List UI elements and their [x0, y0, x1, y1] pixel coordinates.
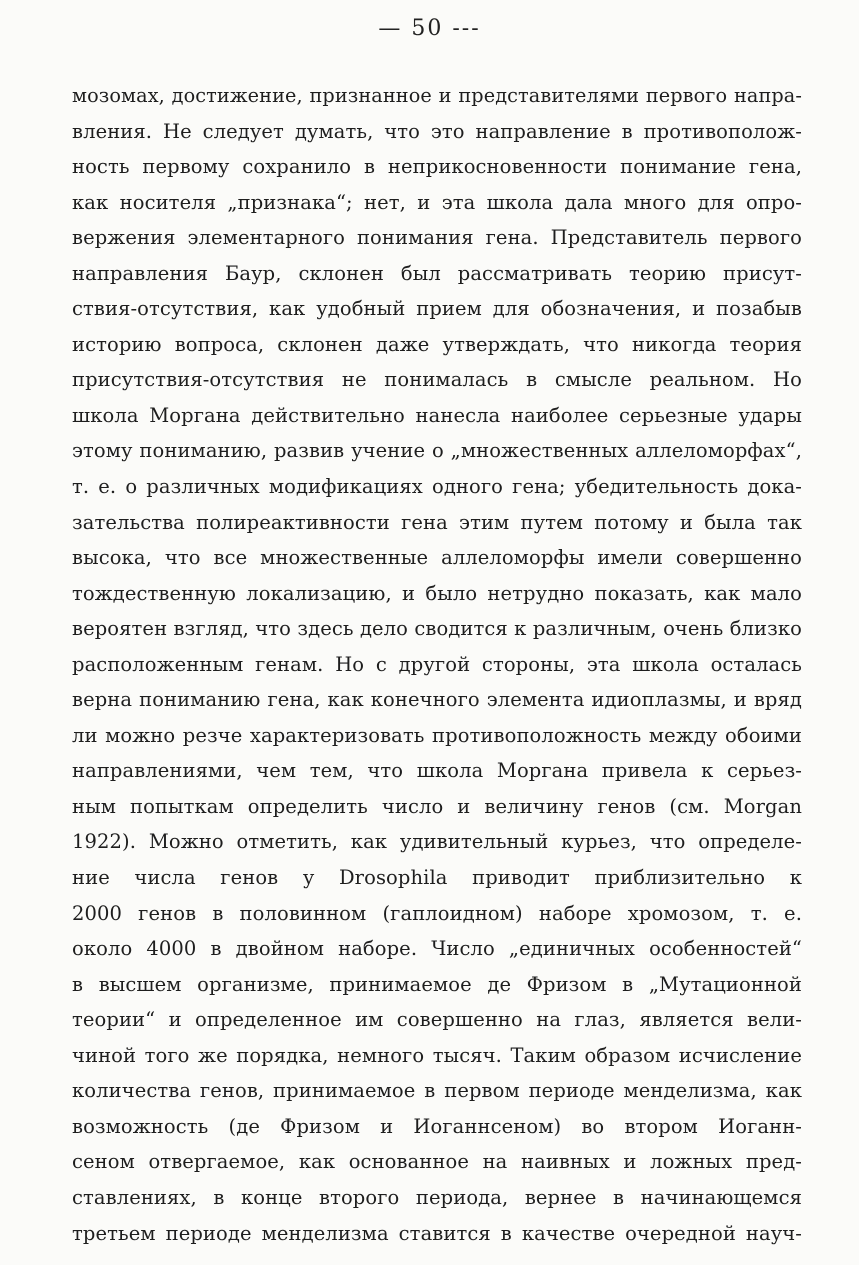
text-line: 2000 генов в половинном (гаплоидном) наборе хромозом, т. е.	[72, 901, 802, 925]
text-line: направления Баур, склонен был рассматривать теорию присут-	[72, 261, 802, 285]
text-line: ность первому сохранило в неприкосновенности понимание гена,	[72, 155, 802, 179]
text-line: третьем периоде менделизма ставится в качестве очередной науч-	[72, 1221, 802, 1245]
text-line: расположенным генам. Но с другой стороны, эта школа осталась	[72, 652, 802, 676]
text-line: 1922). Можно отметить, как удивительный курьез, что определе-	[72, 830, 802, 854]
text-line: школа Моргана действительно нанесла наиболее серьезные удары	[72, 403, 802, 427]
text-line: сеном отвергаемое, как основанное на наивных и ложных пред-	[72, 1150, 802, 1174]
text-line: мозомах, достижение, признанное и представителями первого напра-	[72, 84, 802, 107]
text-line: историю вопроса, склонен даже утверждать, что никогда теория	[72, 332, 802, 356]
text-line: зательства полиреактивности гена этим путем потому и была так	[72, 510, 802, 534]
text-line: чиной того же порядка, немного тысяч. Таким образом исчисление	[72, 1043, 802, 1067]
text-line: верна пониманию гена, как конечного элемента идиоплазмы, и вряд	[72, 688, 802, 712]
text-line: как носителя „признака“; нет, и эта школа дала много для опро-	[72, 190, 802, 214]
text-line: ствия-отсутствия, как удобный прием для обозначения, и позабыв	[72, 297, 802, 321]
text-line: теории“ и определенное им совершенно на глаз, является вели-	[72, 1008, 802, 1032]
text-line: ли можно резче характеризовать противоположность между обоими	[72, 723, 802, 747]
text-line: тождественную локализацию, и было нетрудно показать, как мало	[72, 581, 802, 605]
text-line: вержения элементарного понимания гена. Представитель первого	[72, 226, 802, 250]
text-line: вероятен взгляд, что здесь дело сводится к различным, очень близко	[72, 617, 802, 641]
page-number: — 50 ---	[378, 16, 481, 41]
text-line: направлениями, чем тем, что школа Моргана привела к серьез-	[72, 759, 802, 783]
text-line: возможность (де Фризом и Иоганнсеном) во втором Иоганн-	[72, 1114, 802, 1138]
text-line: ставлениях, в конце второго периода, вернее в начинающемся	[72, 1185, 802, 1209]
text-line: около 4000 в двойном наборе. Число „единичных особенностей“	[72, 937, 802, 961]
text-line: ным попыткам определить число и величину генов (см. Morgan	[72, 794, 802, 818]
text-line: присутствия-отсутствия не понималась в смысле реальном. Но	[72, 368, 802, 392]
text-line: вления. Не следует думать, что это направление в противополож-	[72, 119, 802, 143]
text-line: ние числа генов у Drosophila приводит приблизительно к	[72, 866, 802, 890]
text-line: т. е. о различных модификациях одного гена; убедительность дока-	[72, 475, 802, 499]
text-line: в высшем организме, принимаемое де Фризом в „Мутационной	[72, 972, 802, 996]
body-text	[72, 78, 802, 1251]
text-line: количества генов, принимаемое в первом периоде менделизма, как	[72, 1079, 802, 1103]
text-line: этому пониманию, развив учение о „множественных аллеломорфах“,	[72, 439, 802, 463]
text-line: высока, что все множественные аллеломорфы имели совершенно	[72, 546, 802, 570]
